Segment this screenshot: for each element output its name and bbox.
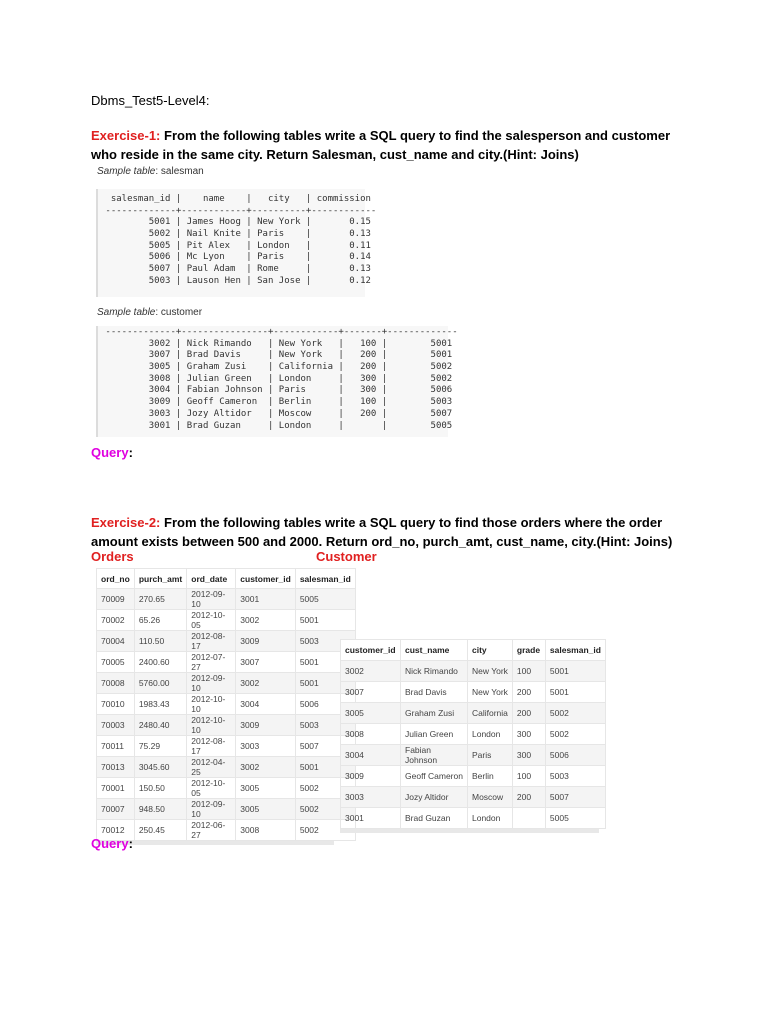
orders-cell: 70009: [97, 589, 135, 610]
customer-cell: 3007: [341, 682, 401, 703]
orders-column-header: salesman_id: [295, 569, 355, 589]
orders-cell: 3005: [236, 778, 296, 799]
query-label: Query: [91, 445, 129, 460]
salesman-table-line: 5003 | Lauson Hen | San Jose | 0.12: [100, 275, 371, 286]
orders-cell: 5003: [295, 631, 355, 652]
orders-cell: 70003: [97, 715, 135, 736]
customer-table-row: [341, 745, 606, 766]
orders-cell: 3007: [236, 652, 296, 673]
customer-heading: Customer: [316, 549, 377, 564]
salesman-table-line: 5007 | Paul Adam | Rome | 0.13: [100, 264, 371, 275]
exercise-1-label: Exercise-1:: [91, 128, 161, 143]
orders-table-row: [97, 652, 356, 673]
orders-table-row: [97, 799, 356, 820]
orders-cell: 70013: [97, 757, 135, 778]
exercise-1-text-1: From the following tables write a SQL query to find the salesperson and customer: [160, 128, 671, 143]
orders-cell: 5002: [295, 778, 355, 799]
orders-table-row: [97, 736, 356, 757]
customer-column-header: customer_id: [341, 640, 401, 661]
orders-cell: 3001: [236, 589, 296, 610]
sample-table-name: : customer: [155, 307, 203, 318]
query-colon: :: [128, 836, 133, 851]
orders-cell: 150.50: [134, 778, 186, 799]
orders-header-row: [97, 569, 356, 589]
exercise-1-line-2: who reside in the same city. Return Salesman, cust_name and city.(Hint: Joins): [91, 147, 579, 162]
orders-table-row: [97, 694, 356, 715]
orders-cell: 5001: [295, 652, 355, 673]
orders-cell: 3002: [236, 673, 296, 694]
sample-customer-caption: [97, 307, 202, 318]
salesman-table-line: -------------+------------+----------+------------: [100, 205, 377, 216]
orders-cell: 3009: [236, 715, 296, 736]
customer-cell: Graham Zusi: [401, 703, 468, 724]
exercise-2-query-label: [91, 836, 133, 851]
customer-table-line: 3003 | Jozy Altidor | Moscow | 200 | 5007: [100, 408, 453, 419]
orders-cell: 110.50: [134, 631, 186, 652]
customer-cell: Brad Guzan: [401, 808, 468, 829]
orders-cell: 70012: [97, 820, 135, 841]
customer-cell: [512, 808, 545, 829]
orders-table-wrap: [96, 568, 356, 845]
orders-cell: 3003: [236, 736, 296, 757]
orders-cell: 2012-10-05: [187, 778, 236, 799]
orders-table-row: [97, 778, 356, 799]
customer-table-row: [341, 808, 606, 829]
orders-table-row: [97, 820, 356, 841]
orders-cell: 5001: [295, 757, 355, 778]
customer-cell: Brad Davis: [401, 682, 468, 703]
customer-cell: 3005: [341, 703, 401, 724]
exercise-2-line-2: amount exists between 500 and 2000. Return ord_no, purch_amt, cust_name, city.(Hint: Joins): [91, 534, 673, 549]
sample-table-label: Sample table: [97, 307, 156, 318]
customer-table-wrap: [340, 639, 606, 833]
orders-cell: 70010: [97, 694, 135, 715]
orders-table-row: [97, 610, 356, 631]
orders-cell: 2012-09-10: [187, 589, 236, 610]
customer-cell: 200: [512, 682, 545, 703]
orders-column-header: customer_id: [236, 569, 296, 589]
orders-cell: 5007: [295, 736, 355, 757]
orders-cell: 70005: [97, 652, 135, 673]
orders-cell: 5001: [295, 673, 355, 694]
customer-cell: 200: [512, 787, 545, 808]
sample-table-name: : salesman: [155, 166, 204, 177]
orders-cell: 3045.60: [134, 757, 186, 778]
customer-cell: Berlin: [468, 766, 513, 787]
customer-cell: Moscow: [468, 787, 513, 808]
exercise-2-label: Exercise-2:: [91, 515, 161, 530]
customer-table-row: [341, 766, 606, 787]
orders-cell: 2400.60: [134, 652, 186, 673]
customer-cell: Geoff Cameron: [401, 766, 468, 787]
orders-cell: 948.50: [134, 799, 186, 820]
orders-cell: 70008: [97, 673, 135, 694]
customer-table-row: [341, 724, 606, 745]
orders-cell: 70011: [97, 736, 135, 757]
customer-table-line: 3004 | Fabian Johnson | Paris | 300 | 5006: [100, 385, 453, 396]
salesman-sample-table: [96, 189, 377, 297]
document-title: Dbms_Test5-Level4:: [91, 93, 210, 108]
exercise-1-line-1: [91, 126, 691, 145]
customer-table-line: 3007 | Brad Davis | New York | 200 | 5001: [100, 350, 453, 361]
orders-column-header: purch_amt: [134, 569, 186, 589]
customer-cell: 3002: [341, 661, 401, 682]
customer-table-line: 3009 | Geoff Cameron | Berlin | 100 | 5003: [100, 397, 453, 408]
customer-cell: California: [468, 703, 513, 724]
salesman-table-line: salesman_id | name | city | commission: [100, 194, 371, 204]
customer-table-row: [341, 661, 606, 682]
orders-cell: 2012-10-10: [187, 715, 236, 736]
customer-cell: Jozy Altidor: [401, 787, 468, 808]
orders-cell: 2012-09-10: [187, 673, 236, 694]
exercise-1-query-label: [91, 445, 133, 460]
customer-cell: Julian Green: [401, 724, 468, 745]
customer-cell: New York: [468, 661, 513, 682]
customer-cell: Paris: [468, 745, 513, 766]
customer-sample-table: [96, 326, 458, 437]
customer-cell: Nick Rimando: [401, 661, 468, 682]
orders-cell: 270.65: [134, 589, 186, 610]
customer-column-header: grade: [512, 640, 545, 661]
customer-header-row: [341, 640, 606, 661]
orders-column-header: ord_date: [187, 569, 236, 589]
customer-table-row: [341, 682, 606, 703]
customer-cell: 100: [512, 766, 545, 787]
query-colon: :: [128, 445, 133, 460]
orders-cell: 3008: [236, 820, 296, 841]
salesman-table-line: 5006 | Mc Lyon | Paris | 0.14: [100, 252, 371, 263]
orders-cell: 2012-10-10: [187, 694, 236, 715]
sample-salesman-caption: [97, 166, 204, 177]
customer-cell: Fabian Johnson: [401, 745, 468, 766]
salesman-table-line: 5005 | Pit Alex | London | 0.11: [100, 240, 371, 251]
orders-cell: 2012-06-27: [187, 820, 236, 841]
orders-cell: 3004: [236, 694, 296, 715]
customer-cell: 5001: [545, 661, 605, 682]
customer-cell: London: [468, 724, 513, 745]
orders-cell: 70002: [97, 610, 135, 631]
orders-cell: 2012-10-05: [187, 610, 236, 631]
customer-cell: London: [468, 808, 513, 829]
orders-cell: 2012-08-17: [187, 631, 236, 652]
customer-cell: 300: [512, 745, 545, 766]
exercise-2-text-1: From the following tables write a SQL query to find those orders where the order: [160, 515, 663, 530]
customer-table-line: 3008 | Julian Green | London | 300 | 5002: [100, 373, 453, 384]
orders-cell: 250.45: [134, 820, 186, 841]
orders-cell: 2012-07-27: [187, 652, 236, 673]
orders-cell: 5760.00: [134, 673, 186, 694]
customer-cell: 3003: [341, 787, 401, 808]
customer-table-row: [341, 703, 606, 724]
sample-table-label: Sample table: [97, 166, 156, 177]
customer-cell: 3004: [341, 745, 401, 766]
orders-table-row: [97, 715, 356, 736]
orders-cell: 3005: [236, 799, 296, 820]
orders-cell: 70001: [97, 778, 135, 799]
query-label: Query: [91, 836, 129, 851]
orders-cell: 5006: [295, 694, 355, 715]
customer-cell: 300: [512, 724, 545, 745]
customer-cell: 3009: [341, 766, 401, 787]
customer-table-line: 3001 | Brad Guzan | London | | 5005: [100, 420, 453, 431]
customer-column-header: cust_name: [401, 640, 468, 661]
orders-cell: 5003: [295, 715, 355, 736]
orders-table-row: [97, 631, 356, 652]
orders-cell: 2012-09-10: [187, 799, 236, 820]
orders-cell: 3002: [236, 757, 296, 778]
orders-cell: 3002: [236, 610, 296, 631]
exercise-1-prompt: [91, 126, 691, 164]
customer-cell: 100: [512, 661, 545, 682]
orders-cell: 2012-08-17: [187, 736, 236, 757]
orders-table-row: [97, 589, 356, 610]
orders-cell: 70007: [97, 799, 135, 820]
salesman-table-line: 5002 | Nail Knite | Paris | 0.13: [100, 229, 371, 240]
orders-cell: 1983.43: [134, 694, 186, 715]
orders-column-header: ord_no: [97, 569, 135, 589]
orders-cell: 75.29: [134, 736, 186, 757]
orders-cell: 2012-04-25: [187, 757, 236, 778]
orders-table-row: [97, 757, 356, 778]
customer-cell: 5005: [545, 808, 605, 829]
orders-table-row: [97, 673, 356, 694]
customer-table-row: [341, 787, 606, 808]
orders-cell: 70004: [97, 631, 135, 652]
orders-cell: 5002: [295, 799, 355, 820]
orders-cell: 65.26: [134, 610, 186, 631]
customer-cell: 5001: [545, 682, 605, 703]
customer-cell: 3001: [341, 808, 401, 829]
customer-cell: 5006: [545, 745, 605, 766]
customer-column-header: city: [468, 640, 513, 661]
customer-cell: 5002: [545, 703, 605, 724]
orders-cell: 5001: [295, 610, 355, 631]
customer-cell: 5003: [545, 766, 605, 787]
customer-cell: 5002: [545, 724, 605, 745]
salesman-table-line: 5001 | James Hoog | New York | 0.15: [100, 217, 371, 228]
exercise-2-line-1: [91, 513, 711, 532]
orders-cell: 2480.40: [134, 715, 186, 736]
orders-cell: 5002: [295, 820, 355, 841]
customer-table-line: 3002 | Nick Rimando | New York | 100 | 5001: [100, 338, 453, 349]
customer-cell: 3008: [341, 724, 401, 745]
customer-table-line: -------------+----------------+------------+-------+-------------: [100, 327, 458, 337]
customer-table: [340, 639, 606, 829]
exercise-2-prompt: [91, 513, 711, 551]
customer-table-scrollbar: [340, 829, 599, 833]
orders-table: [96, 568, 356, 841]
customer-table-line: 3005 | Graham Zusi | California | 200 | 5002: [100, 362, 453, 373]
orders-cell: 5005: [295, 589, 355, 610]
customer-cell: New York: [468, 682, 513, 703]
customer-cell: 5007: [545, 787, 605, 808]
orders-heading: Orders: [91, 549, 134, 564]
customer-column-header: salesman_id: [545, 640, 605, 661]
orders-cell: 3009: [236, 631, 296, 652]
customer-cell: 200: [512, 703, 545, 724]
